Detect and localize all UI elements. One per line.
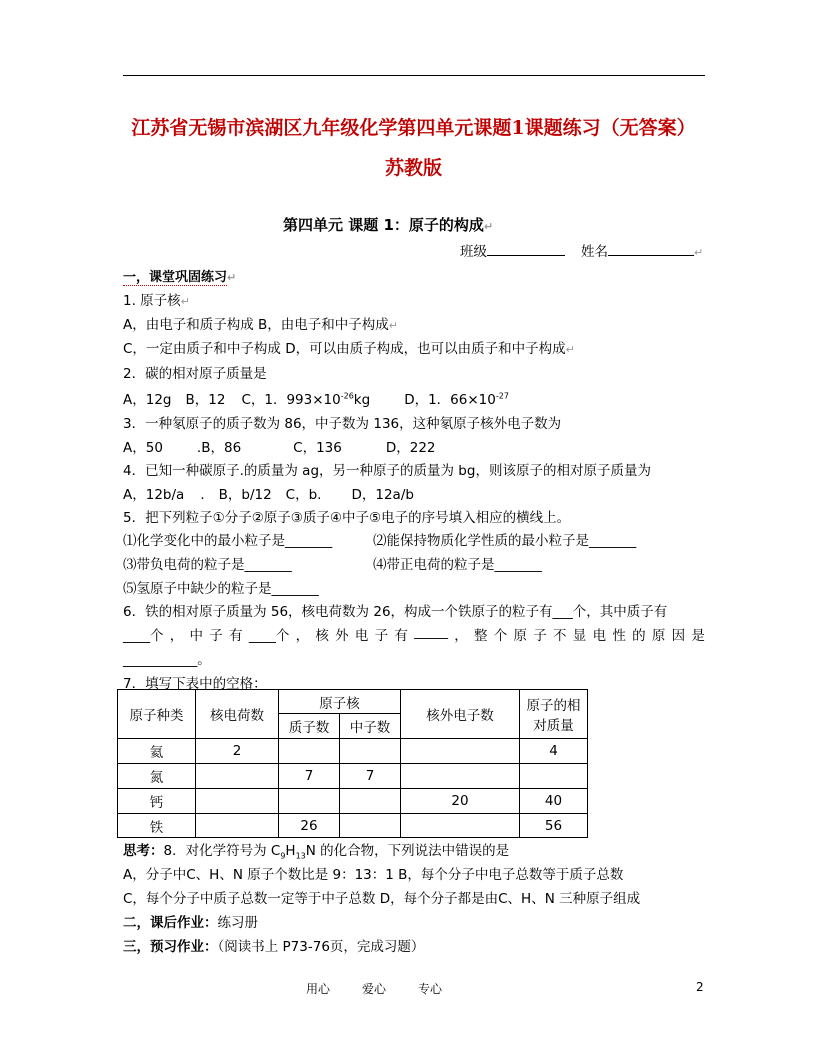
cell-neutrons: 7 [340,764,401,789]
q5-part-1: ⑴化学变化中的最小粒子是_______ [123,533,333,549]
cell-electrons: 20 [401,789,520,814]
header-neutrons: 中子数 [340,714,401,739]
class-label: 班级 [460,244,487,260]
q4-options: A，12b/a . B，b/12 C，b. D，12a/b [123,487,414,503]
cell-protons: 26 [279,814,340,838]
class-name-line: 班级 姓名 ↵ [460,244,704,260]
q6-line-2: ____个 ， 中 子 有 ____个 ， 核 外 电 子 有 _____ ， 整 个 原 子 不 显 电 性 的 原 因 是 [123,624,705,644]
q4-stem: 4．已知一种碳原子.的质量为 ag，另一种原子的质量为 bg，则该原子的相对原子质量为 [123,463,651,479]
q2-stem: 2．碳的相对原子质量是 [123,366,267,382]
section-1-heading: 一，课堂巩固练习↵ [123,270,237,285]
think-options-ab: A，分子中C、H、N 原子个数比是 9：13：1 B，每个分子中电子总数等于质子总数 [123,867,624,883]
table-row [118,764,588,789]
footer-text-1: 用心 [306,982,331,996]
cell-charge [196,789,279,814]
section-2: 二，课后作业：练习册 [123,915,258,931]
name-label: 姓名 [581,244,608,260]
q3-options: A，50 .B，86 C，136 D，222 [123,440,436,456]
page-number: 2 [696,980,704,994]
cell-charge [196,814,279,838]
unit-title: 第四单元 课题 1：原子的构成↵ [283,216,494,234]
q7-stem: 7．填写下表中的空格： [123,676,267,692]
header-nucleus: 原子核 [279,690,401,714]
document-subtitle: 苏教版 [384,157,442,179]
cell-electrons [401,739,520,764]
think-options-cd: C，每个分子中质子总数一定等于中子总数 D，每个分子都是由C、H、N 三种原子组成 [123,891,641,907]
q6-line-1: 6．铁的相对原子质量为 56，核电荷数为 26，构成一个铁原子的粒子有___个，其中质子有 [123,604,668,620]
cell-protons [279,739,340,764]
cell-neutrons [340,739,401,764]
q5-part-4: ⑷带正电荷的粒子是_______ [373,557,542,573]
cell-name: 钙 [118,789,196,814]
cell-charge [196,764,279,789]
cell-protons: 7 [279,764,340,789]
q2-options: A，12g B，12 C，1．$993\times 10^{-26}kg$ D，1．$66\times 10^{-27}$ [123,391,509,408]
table-row [118,789,588,814]
cell-name: 铁 [118,814,196,838]
cell-mass: 56 [520,814,588,838]
header-nuclear-charge: 核电荷数 [196,690,279,739]
header-atom-type: 原子种类 [118,690,196,739]
q5-part-2: ⑵能保持物质化学性质的最小粒子是_______ [373,533,637,549]
cell-mass: 4 [520,739,588,764]
cell-mass: 40 [520,789,588,814]
atom-structure-table [117,689,588,838]
q1-stem: 1. 原子核↵ [123,293,190,309]
q6-line-3: ___________。 [123,652,211,668]
cell-electrons [401,764,520,789]
section-3: 三，预习作业：（阅读书上 P73-76页，完成习题） [123,939,425,955]
table-row [118,739,588,764]
header-protons: 质子数 [279,714,340,739]
cell-electrons [401,814,520,838]
q1-options-cd: C，一定由质子和中子构成 D，可以由质子构成，也可以由质子和中子构成↵ [123,341,575,357]
cell-name: 氦 [118,739,196,764]
q5-part-5: ⑸氢原子中缺少的粒子是_______ [123,581,319,597]
cell-neutrons [340,789,401,814]
q5-stem: 5．把下列粒子①分子②原子③质子④中子⑤电子的序号填入相应的横线上。 [123,510,571,526]
q5-part-3: ⑶带负电荷的粒子是_______ [123,557,292,573]
header-rule [123,75,705,76]
header-relative-mass: 原子的相 对质量 [520,690,588,739]
footer-text-3: 专心 [418,982,443,996]
cell-protons [279,789,340,814]
cell-mass [520,764,588,789]
cell-charge: 2 [196,739,279,764]
table-row [118,814,588,838]
footer-text-2: 爱心 [362,982,387,996]
cell-neutrons [340,814,401,838]
q1-options-ab: A，由电子和质子构成 B，由电子和中子构成↵ [123,317,399,333]
q3-stem: 3．一种氡原子的质子数为 86，中子数为 136，这种氡原子核外电子数为 [123,416,562,432]
header-electrons: 核外电子数 [401,690,520,739]
cell-name: 氮 [118,764,196,789]
think-stem: 思考：8．对化学符号为 $C_9H_{13}N$ 的化合物，下列说法中错误的是 [123,843,510,861]
document-title: 江苏省无锡市滨湖区九年级化学第四单元课题1课题练习（无答案） [131,117,696,139]
